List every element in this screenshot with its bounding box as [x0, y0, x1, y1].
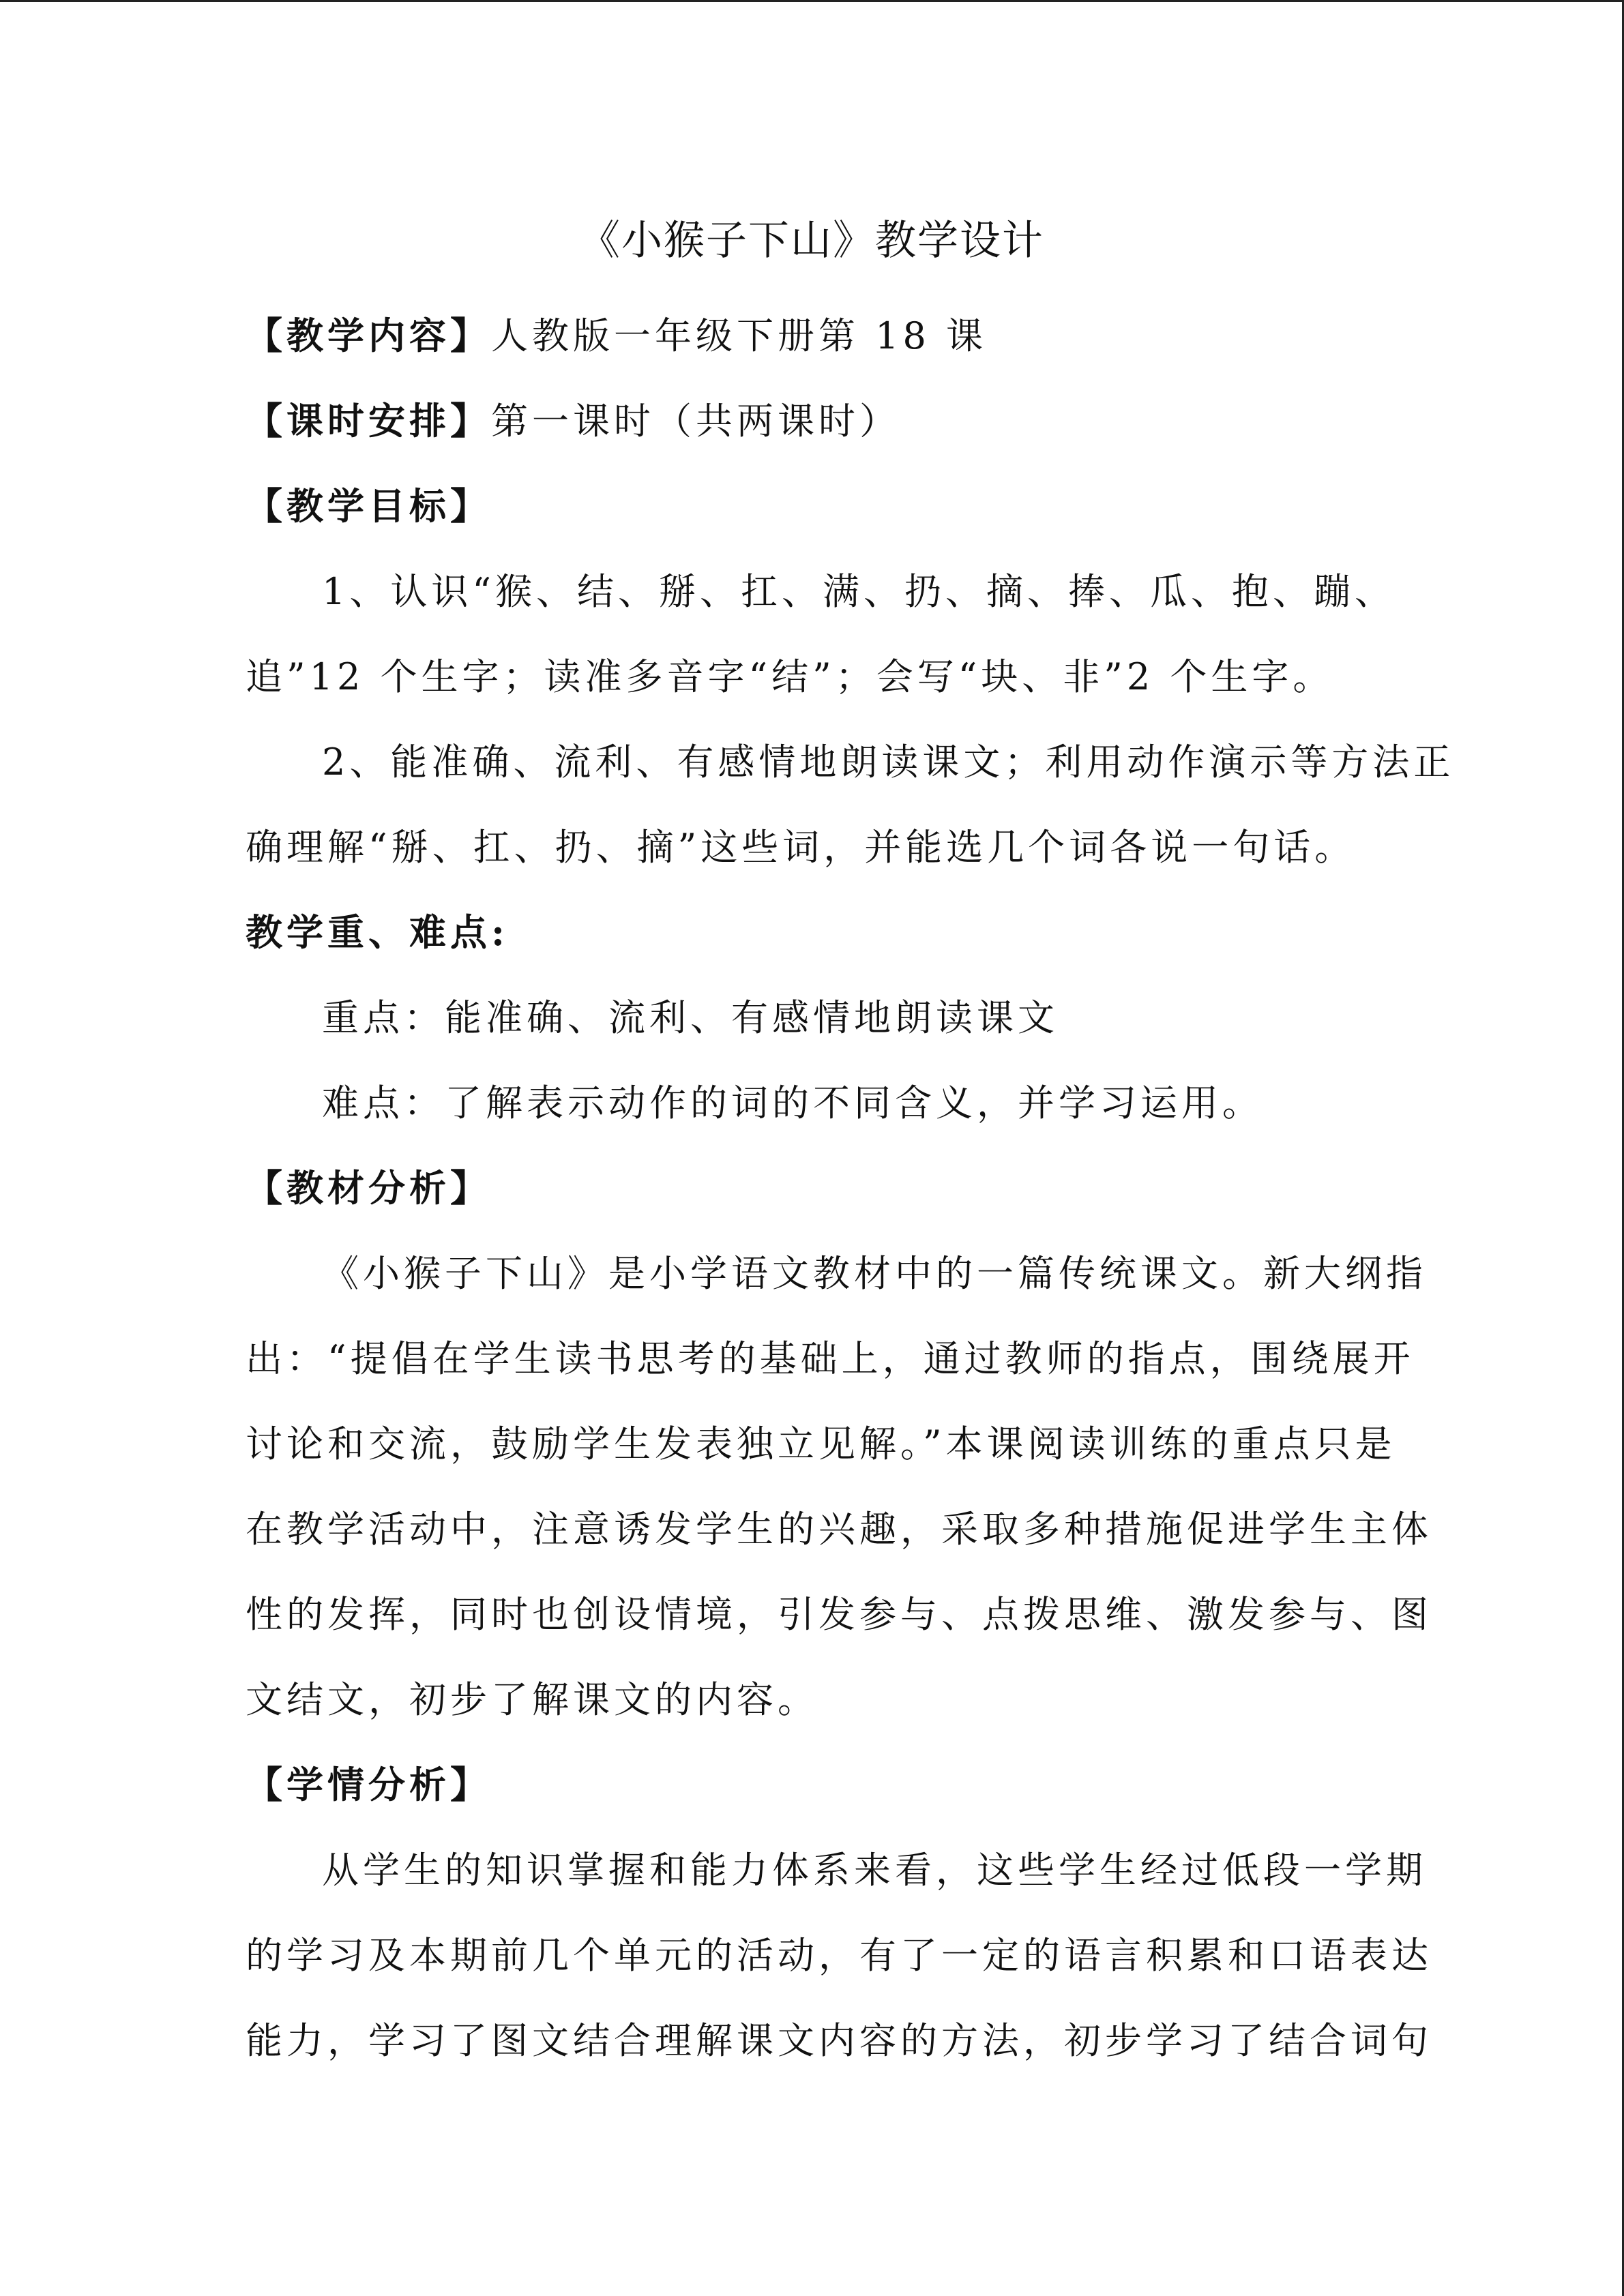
objective-1-line: 1、认识“猴、结、掰、扛、满、扔、摘、捧、瓜、抱、蹦、 — [322, 570, 1396, 613]
document-title: 《小猴子下山》教学设计 — [579, 217, 1044, 265]
objective-2-line: 2、能准确、流利、有感情地朗读课文；利用动作演示等方法正 — [322, 741, 1455, 784]
materials-line: 讨论和交流，鼓励学生发表独立见解。”本课阅读训练的重点只是 — [246, 1422, 1396, 1465]
objective-2-line: 确理解“掰、扛、扔、摘”这些词，并能选几个词各说一句话。 — [246, 826, 1356, 869]
lesson-schedule-label: 【课时安排】 — [246, 399, 491, 443]
keypoints-heading: 教学重、难点: — [246, 910, 509, 954]
objective-2 — [246, 719, 1455, 890]
objectives-heading: 【教学目标】 — [246, 484, 491, 528]
students-heading: 【学情分析】 — [246, 1763, 491, 1806]
teaching-content-row — [246, 293, 1378, 378]
students-line: 从学生的知识掌握和能力体系来看，这些学生经过低段一学期 — [322, 1849, 1427, 1892]
materials-line: 出：“提倡在学生读书思考的基础上，通过教师的指点，围绕展开 — [246, 1337, 1415, 1380]
materials-paragraph — [246, 1231, 1432, 1742]
objective-1-line: 追”12 个生字；读准多音字“结”；会写“块、非”2 个生字。 — [246, 655, 1334, 698]
lesson-schedule-row — [246, 378, 1378, 464]
materials-line: 性的发挥，同时也创设情境，引发参与、点拨思维、激发参与、图 — [246, 1593, 1432, 1636]
materials-heading: 【教材分析】 — [246, 1166, 491, 1210]
lesson-schedule-value: 第一课时（共两课时） — [491, 400, 900, 443]
materials-line: 在教学活动中，注意诱发学生的兴趣，采取多种措施促进学生主体 — [246, 1508, 1432, 1551]
materials-line: 《小猴子下山》是小学语文教材中的一篇传统课文。新大纲指 — [322, 1252, 1427, 1295]
materials-line: 文结文，初步了解课文的内容。 — [246, 1678, 818, 1721]
students-line: 的学习及本期前几个单元的活动，有了一定的语言积累和口语表达 — [246, 1934, 1432, 1977]
students-paragraph — [246, 1828, 1432, 2083]
key-point: 重点：能准确、流利、有感情地朗读课文 — [322, 996, 1059, 1039]
students-line: 能力，学习了图文结合理解课文内容的方法，初步学习了结合词句 — [246, 2019, 1432, 2062]
difficult-point: 难点：了解表示动作的词的不同含义，并学习运用。 — [322, 1082, 1263, 1124]
teaching-content-value: 人教版一年级下册第 18 课 — [491, 314, 988, 357]
objective-1 — [246, 549, 1396, 719]
document-body — [246, 207, 1455, 2083]
teaching-content-label: 【教学内容】 — [246, 314, 491, 357]
